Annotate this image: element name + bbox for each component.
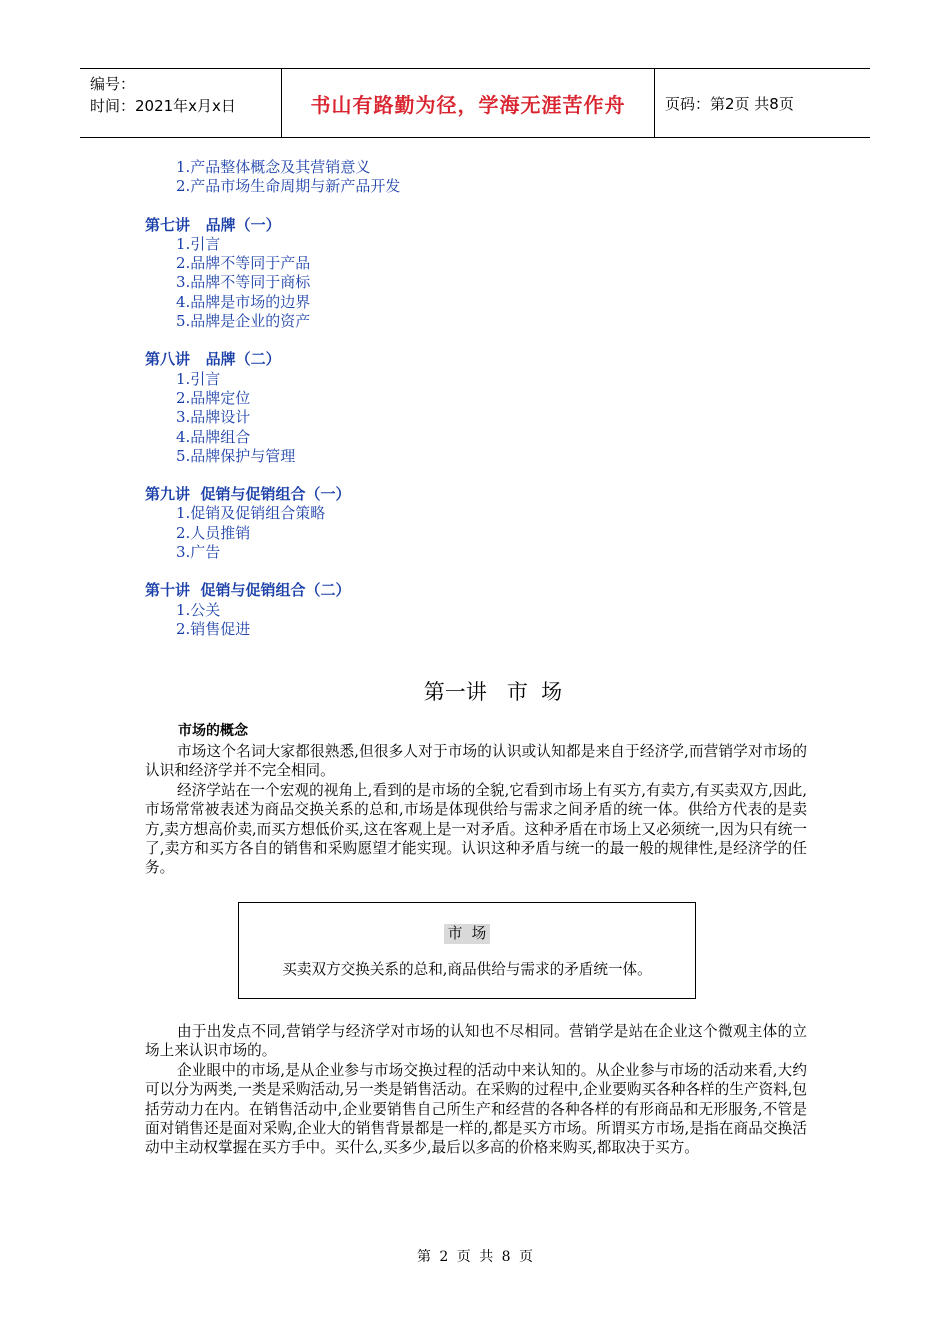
definition-term: 市 场 [444, 924, 490, 944]
toc-item[interactable]: 3.广告 [176, 543, 221, 562]
toc-item[interactable]: 2.人员推销 [176, 523, 251, 542]
toc-lecture-title[interactable]: 第八讲 品牌（二） [145, 350, 281, 369]
toc-item[interactable]: 4.品牌组合 [176, 427, 251, 446]
toc-item[interactable]: 1.产品整体概念及其营销意义 [176, 158, 371, 176]
body-paragraph: 市场这个名词大家都很熟悉,但很多人对于市场的认识或认知都是来自于经济学,而营销学对市场的认识和经济学并不完全相同。 [145, 743, 807, 780]
toc-item[interactable]: 2.品牌定位 [176, 388, 251, 407]
toc-item[interactable]: 3.品牌设计 [176, 408, 251, 427]
toc-lecture-title[interactable]: 第七讲 品牌（一） [145, 215, 281, 234]
section-subheading: 市场的概念 [178, 723, 248, 739]
toc-item[interactable]: 3.品牌不等同于商标 [176, 273, 311, 292]
header-page-info: 页码：第2页 共8页 [665, 94, 794, 113]
body-paragraph: 由于出发点不同,营销学与经济学对市场的认知也不尽相同。营销学是站在企业这个微观主体的立场上来认识市场的。 [145, 1023, 807, 1060]
toc-item[interactable]: 5.品牌保护与管理 [176, 446, 296, 465]
toc-item[interactable]: 2.销售促进 [176, 619, 251, 638]
body-paragraph: 企业眼中的市场,是从企业参与市场交换过程的活动中来认知的。从企业参与市场的活动来看,大约可以分为两类,一类是采购活动,另一类是销售活动。在采购的过程中,企业要购买各种各样的生产资料,包括劳动力在内。在销售活动中,企业要销售自己所生产和经营的各种各样的有形商品和无形服务,不管是面对销售还是面对采购,企业大的销售背景都是一样的,都是买方市场。所谓买方市场,是指在商品交换活动中主动权掌握在买方手中。买什么,买多少,最后以多高的价格来购买,都取决于买方。 [145, 1062, 807, 1157]
definition-box [238, 902, 696, 999]
page-footer: 第 2 页 共 8 页 [416, 1249, 534, 1265]
toc-item[interactable]: 1.公关 [176, 600, 221, 619]
toc-item[interactable]: 2.品牌不等同于产品 [176, 254, 311, 273]
definition-text: 买卖双方交换关系的总和,商品供给与需求的矛盾统一体。 [282, 961, 652, 978]
toc-item[interactable]: 2.产品市场生命周期与新产品开发 [176, 177, 401, 196]
toc-item[interactable]: 1.引言 [176, 234, 221, 253]
body-paragraph: 经济学站在一个宏观的视角上,看到的是市场的全貌,它看到市场上有买方,有卖方,有买卖双方,因此,市场常常被表述为商品交换关系的总和,市场是体现供给与需求之间矛盾的统一体。供给方代表的是卖方,卖方想高价卖,而买方想低价买,这在客观上是一对矛盾。这种矛盾在市场上又必须统一,因为只有统一了,卖方和买方各自的销售和采购愿望才能实现。认识这种矛盾与统一的最一般的规律性,是经济学的任务。 [145, 782, 807, 877]
header-meta [80, 69, 282, 137]
page-header [80, 68, 870, 138]
section-title: 第一讲 市 场 [423, 680, 563, 704]
table-of-contents [145, 158, 745, 639]
document-number-label: 编号： [90, 75, 136, 93]
toc-item[interactable]: 1.促销及促销组合策略 [176, 504, 326, 523]
toc-item[interactable]: 1.引言 [176, 369, 221, 388]
toc-item[interactable]: 5.品牌是企业的资产 [176, 312, 311, 331]
toc-lecture-title[interactable]: 第十讲 促销与促销组合（二） [145, 581, 351, 600]
toc-lecture-title[interactable]: 第九讲 促销与促销组合（一） [145, 485, 351, 504]
document-date: 时间：2021年x月x日 [90, 97, 236, 115]
header-motto: 书山有路勤为径，学海无涯苦作舟 [282, 69, 655, 137]
toc-item[interactable]: 4.品牌是市场的边界 [176, 292, 311, 311]
